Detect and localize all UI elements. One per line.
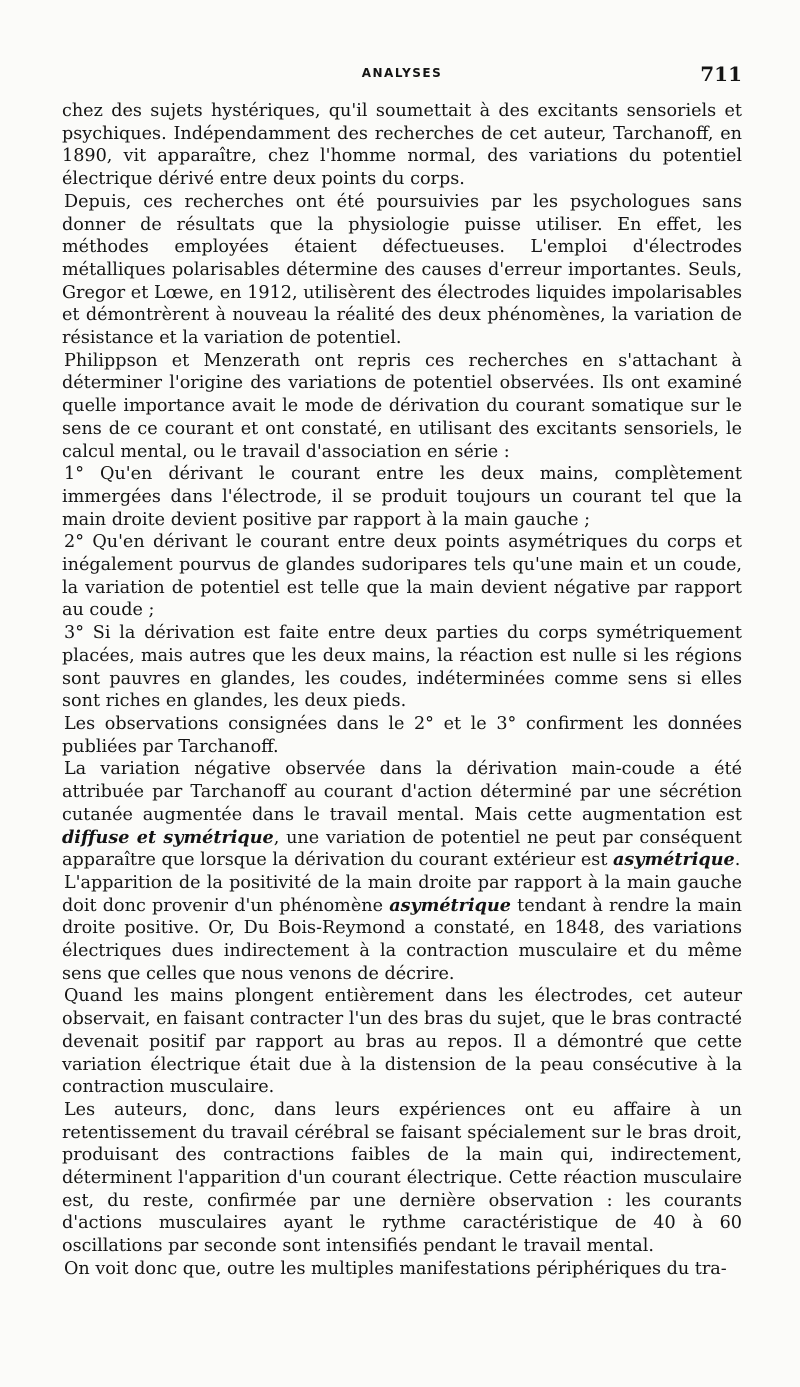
emphasis: asymétrique	[389, 894, 511, 916]
body-text	[62, 100, 742, 1281]
text-run: La variation négative observée dans la dérivation main-coude a été attribuée par Tarchanoff au courant d'action déterminé par une sécrétion cutanée augmentée dans le travail mental. Mais cette augmentation est	[62, 759, 742, 825]
paragraph: Les observations consignées dans le 2° et le 3° confirment les données publiées par Tarchanoff.	[62, 713, 742, 757]
emphasis: asymétrique	[613, 849, 735, 871]
page-number: 711	[700, 62, 742, 86]
paragraph: On voit donc que, outre les multiples manifestations périphériques du tra-	[64, 1258, 727, 1279]
running-title: ANALYSES	[361, 66, 443, 80]
list-item: 3° Si la dérivation est faite entre deux parties du corps symétriquement placées, mais autres que les deux mains, la réaction est nulle si les régions sont pauvres en glandes, les coudes, indéterminées comme sens si elles sont riches en glandes, les deux pieds.	[62, 623, 742, 712]
text-run: .	[734, 850, 741, 871]
running-head	[62, 62, 742, 86]
paragraph: Philippson et Menzerath ont repris ces recherches en s'attachant à déterminer l'origine des variations de potentiel observées. Ils ont examiné quelle importance avait le mode de dérivation du courant somatique sur le sens de ce courant et ont constaté, en utilisant des excitants sensoriels, le calcul mental, ou le travail d'association en série :	[62, 350, 742, 462]
list-item: 2° Qu'en dérivant le courant entre deux points asymétriques du corps et inégalement pourvus de glandes sudoripares tels qu'une main et un coude, la variation de potentiel est telle que la main devient négative par rapport au coude ;	[62, 532, 742, 621]
paragraph: Quand les mains plongent entièrement dans les électrodes, cet auteur observait, en faisant contracter l'un des bras du sujet, que le bras contracté devenait positif par rapport au bras au repos. Il a démontré que cette variation électrique était due à la distension de la peau consécutive à la contraction musculaire.	[62, 986, 742, 1098]
paragraph	[62, 758, 742, 872]
text-run: L'apparition de la positivité de la main droite par rapport à la main gauche doit donc provenir d'un phénomène	[62, 872, 742, 916]
paragraph: Les auteurs, donc, dans leurs expériences ont eu affaire à un retentissement du travail cérébral se faisant spécialement sur le bras droit, produisant des contractions faibles de la main qui, indirectement, déterminent l'apparition d'un courant électrique. Cette réaction musculaire est, du reste, confirmée par une dernière observation : les courants d'actions musculaires ayant le rythme caractéristique de 40 à 60 oscillations par seconde sont intensifiés pendant le travail mental.	[62, 1099, 742, 1257]
paragraph-continuation: chez des sujets hystériques, qu'il soumettait à des excitants sensoriels et psychiques. Indépendamment des recherches de cet auteur, Tarchanoff, en 1890, vit apparaître, chez l'homme normal, des variations du potentiel électrique dérivé entre deux points du corps.	[62, 101, 742, 190]
paragraph: Depuis, ces recherches ont été poursuivies par les psychologues sans donner de résultats que la physiologie puisse utiliser. En effet, les méthodes employées étaient défectueuses. L'emploi d'électrodes métalliques polarisables détermine des causes d'erreur importantes. Seuls, Gregor et Lœwe, en 1912, utilisèrent des électrodes liquides impolarisables et démontrèrent à nouveau la réalité des deux phénomènes, la variation de résistance et la variation de potentiel.	[62, 191, 742, 349]
paragraph	[62, 872, 742, 986]
list-item: 1° Qu'en dérivant le courant entre les deux mains, complètement immergées dans l'électrode, il se produit toujours un courant tel que la main droite devient positive par rapport à la main gauche ;	[62, 464, 742, 530]
text-run: , une variation de potentiel ne peut par conséquent apparaître que lorsque la dérivation du courant extérieur est	[62, 827, 742, 871]
text-run: tendant à rendre la main droite positive. Or, Du Bois-Reymond a constaté, en 1848, des variations électriques dues indirectement à la contraction musculaire et du même sens que celles que nous venons de décrire.	[62, 895, 742, 984]
emphasis: diffuse et symétrique	[62, 826, 274, 848]
